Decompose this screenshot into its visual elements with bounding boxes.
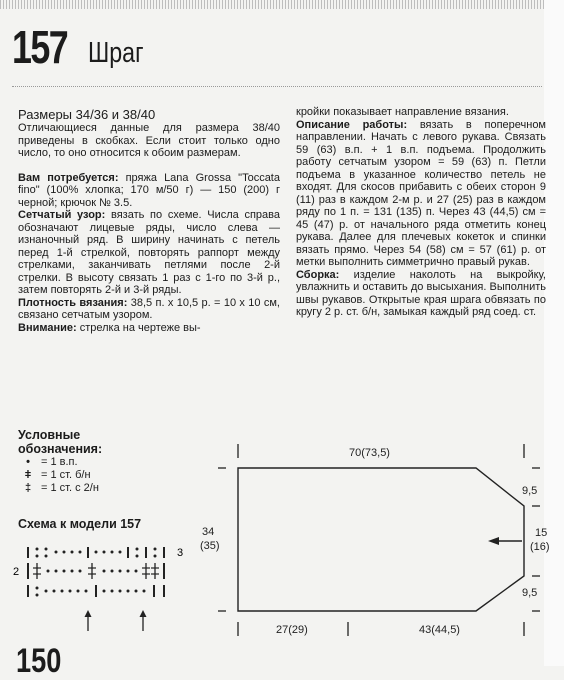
symbol-legend bbox=[18, 429, 102, 495]
shrug-outline bbox=[238, 468, 524, 611]
height-label: 34 bbox=[202, 526, 215, 538]
cuff-top-label: 9,5 bbox=[522, 485, 538, 497]
page-number: 150 bbox=[16, 642, 62, 680]
materials-label: Вам потребуется: bbox=[18, 171, 119, 184]
height-label-alt: (35) bbox=[200, 540, 220, 552]
attention-paragraph bbox=[18, 322, 280, 335]
right-text-column bbox=[296, 106, 546, 319]
work-text: вязать в поперечном направлении. Начать с левого рукава. Связать 59 (63) в.п. + 1 в.п. подъема. Продолжить работу сетчатым узором = 59 (63) п. Петли подъема в указанное количество петель не входят. Для скосов прибавить с обеих сторон 9 (11) раз в каждом 2-м р. и 27 (25) раз в каждом ряду по 1 п. = 131 (135) п. Через 43 (44,5) см = 45 (47) р. от начального ряда отметить конец рукава. Далее для плечевых кокеток и спинки вязать прямо. Через 54 (58) см = 57 (61) р. от метки выполнить симметрично правый рукав. bbox=[296, 118, 546, 268]
legend-item-text: = 1 ст. с 2/н bbox=[41, 482, 99, 494]
legend-item bbox=[21, 482, 102, 495]
work-label: Описание работы: bbox=[296, 118, 408, 131]
attention-text: стрелка на чертеже вы- bbox=[76, 321, 201, 334]
work-paragraph bbox=[296, 119, 546, 269]
materials-text: пряжа Lana Grossa "Toccata fino" (100% хлопка; 170 м/50 г) — 150 (200) г черной; крючок № 3.5. bbox=[18, 171, 280, 209]
title-divider bbox=[12, 86, 542, 87]
legend-item-text: = 1 ст. б/н bbox=[41, 469, 91, 481]
row-number-left: 2 bbox=[13, 566, 20, 578]
legend-item bbox=[21, 469, 102, 482]
garment-schematic bbox=[196, 430, 550, 640]
back-width-label: 27(29) bbox=[276, 624, 308, 636]
pattern-label: Сетчатый узор: bbox=[18, 209, 106, 221]
continuation-text: кройки показывает направление вязания. bbox=[296, 106, 509, 118]
top-width-label: 70(73,5) bbox=[349, 447, 390, 459]
single-crochet-icon: ǂ bbox=[24, 469, 32, 481]
pattern-text: вязать по схеме. Числа справа обозначают лицевые ряды, число слева — изнаночный ряд. В ширину начинать с петель перед 1-й стрелкой, повторять раппорт между стрелками, заканчивать петлями после 2-й стрелки. В высоту связать 1 раз с 1-го по 3-й р., затем повторять 2-й и 3-й ряды. bbox=[18, 209, 280, 296]
double-crochet-icon: ‡ bbox=[24, 482, 32, 494]
attention-label: Внимание: bbox=[18, 321, 77, 334]
row-number-right: 3 bbox=[177, 547, 184, 559]
page-edge bbox=[544, 0, 564, 666]
model-number: 157 bbox=[12, 21, 68, 73]
materials-paragraph bbox=[18, 172, 280, 210]
assembly-paragraph bbox=[296, 269, 546, 319]
sleeve-length-label: 43(44,5) bbox=[419, 624, 460, 636]
assembly-text: изделие наколоть на выкройку, увлажнить и оставить до высыхания. Выполнить швы рукавов. Открытые края шрага обвязать по кругу 2 р. ст. б/н, замыкая каждый ряд соед. ст. bbox=[296, 268, 546, 318]
legend-title-1: Условные bbox=[18, 428, 81, 442]
cuff-width-label: 15 bbox=[535, 527, 548, 539]
top-border bbox=[0, 0, 564, 9]
density-label: Плотность вязания: bbox=[18, 296, 128, 309]
legend-item bbox=[21, 456, 102, 469]
density-paragraph bbox=[18, 297, 280, 322]
cuff-width-label-alt: (16) bbox=[530, 541, 550, 553]
dot-icon: • bbox=[26, 456, 30, 468]
article-header bbox=[12, 21, 157, 73]
knitting-direction-arrow bbox=[488, 537, 522, 545]
schema-title: Схема к модели 157 bbox=[18, 517, 142, 531]
legend-item-text: = 1 в.п. bbox=[41, 456, 78, 468]
assembly-label: Сборка: bbox=[296, 268, 340, 281]
sizes-note: Отличающиеся данные для размера 38/40 приведены в скобках. Если стоит только одно число, то оно относится к обоим размерам. bbox=[18, 122, 280, 159]
crochet-pattern-chart bbox=[0, 535, 196, 635]
pattern-paragraph bbox=[18, 209, 280, 297]
left-text-column bbox=[18, 107, 280, 334]
cuff-bottom-label: 9,5 bbox=[522, 587, 538, 599]
legend-title-2: обозначения: bbox=[18, 441, 103, 456]
density-text: 38,5 п. х 10,5 р. = 10 х 10 см, связано сетчатым узором. bbox=[18, 296, 280, 321]
article-title: Шраг bbox=[88, 37, 144, 69]
sizes-heading: Размеры 34/36 и 38/40 bbox=[18, 107, 156, 122]
